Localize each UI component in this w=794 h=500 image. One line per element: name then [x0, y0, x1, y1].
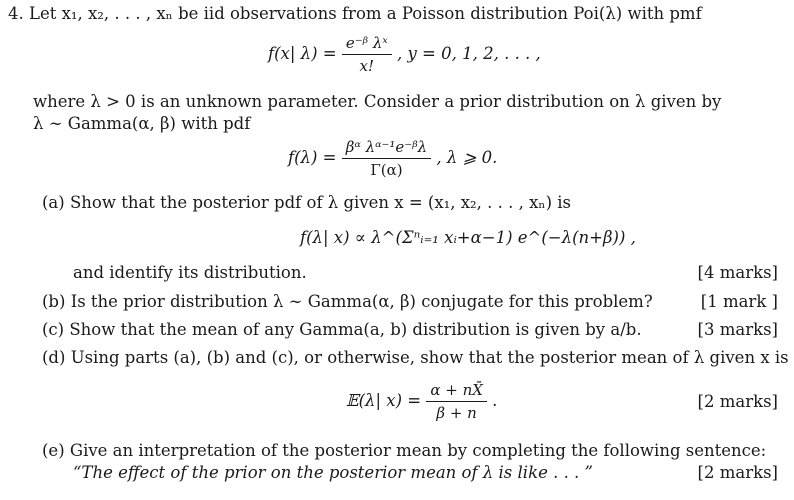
part-d-formula	[346, 381, 497, 422]
pdf-support: , λ ⩾ 0.	[436, 148, 498, 167]
part-d-label: (d)	[42, 348, 66, 367]
question-intro-line	[8, 4, 702, 24]
part-d-formula-lhs: 𝔼(λ| x) =	[346, 391, 422, 410]
part-e-marks: [2 marks]	[697, 463, 778, 482]
part-b-line	[42, 292, 653, 312]
prior-pdf-formula	[288, 138, 497, 179]
part-a-line	[42, 193, 571, 213]
pmf-support: , y = 0, 1, 2, . . . ,	[396, 44, 541, 63]
part-d-line	[42, 348, 789, 368]
pmf-fraction	[342, 34, 392, 75]
prior-text: λ ∼ Gamma(α, β) with pdf	[33, 114, 251, 133]
part-e-text: Give an interpretation of the posterior mean by completing the following sentence:	[69, 441, 767, 460]
pmf-formula	[268, 34, 541, 75]
part-e-label: (e)	[42, 441, 65, 460]
pmf-lhs: f(x| λ) =	[268, 44, 337, 63]
part-d-numerator: α + nX̄	[426, 381, 487, 402]
part-d-denominator: β + n	[436, 404, 477, 422]
part-b-marks: [1 mark ]	[700, 292, 778, 311]
part-a-label: (a)	[42, 193, 65, 212]
part-d-text: Using parts (a), (b) and (c), or otherwise, show that the posterior mean of λ given x is	[70, 348, 789, 367]
part-c-text: Show that the mean of any Gamma(a, b) distribution is given by a/b.	[69, 320, 642, 339]
pmf-denominator: x!	[359, 57, 375, 75]
part-d-marks: [2 marks]	[697, 392, 778, 411]
question-number: 4.	[8, 4, 24, 23]
part-a-text2: and identify its distribution.	[73, 263, 307, 282]
part-d-fraction	[426, 381, 487, 422]
part-c-marks: [3 marks]	[697, 320, 778, 339]
pdf-lhs: f(λ) =	[288, 148, 337, 167]
part-c-line	[42, 320, 642, 340]
question-intro: Let x₁, x₂, . . . , xₙ be iid observations from a Poisson distribution Poi(λ) with pmf	[29, 4, 702, 23]
pdf-denominator: Γ(α)	[370, 161, 403, 179]
part-a-formula: f(λ| x) ∝ λ^(Σⁿᵢ₌₁ xᵢ+α−1) e^(−λ(n+β)) ,	[300, 228, 636, 247]
part-a-marks: [4 marks]	[697, 263, 778, 282]
part-b-text: Is the prior distribution λ ∼ Gamma(α, β) conjugate for this problem?	[70, 292, 653, 311]
pdf-numerator: βᵅ λᵅ⁻¹e⁻ᵝλ	[342, 138, 431, 159]
part-e-quote: “The effect of the prior on the posterior mean of λ is like . . . ”	[73, 463, 593, 482]
part-c-label: (c)	[42, 320, 65, 339]
where-text: where λ > 0 is an unknown parameter. Consider a prior distribution on λ given by	[33, 92, 722, 111]
pdf-fraction	[342, 138, 431, 179]
part-e-line	[42, 441, 766, 461]
part-b-label: (b)	[42, 292, 66, 311]
pmf-numerator: e⁻ᵝ λˣ	[342, 34, 392, 55]
part-d-formula-end: .	[492, 391, 498, 410]
part-a-text: Show that the posterior pdf of λ given x = (x₁, x₂, . . . , xₙ) is	[69, 193, 571, 212]
